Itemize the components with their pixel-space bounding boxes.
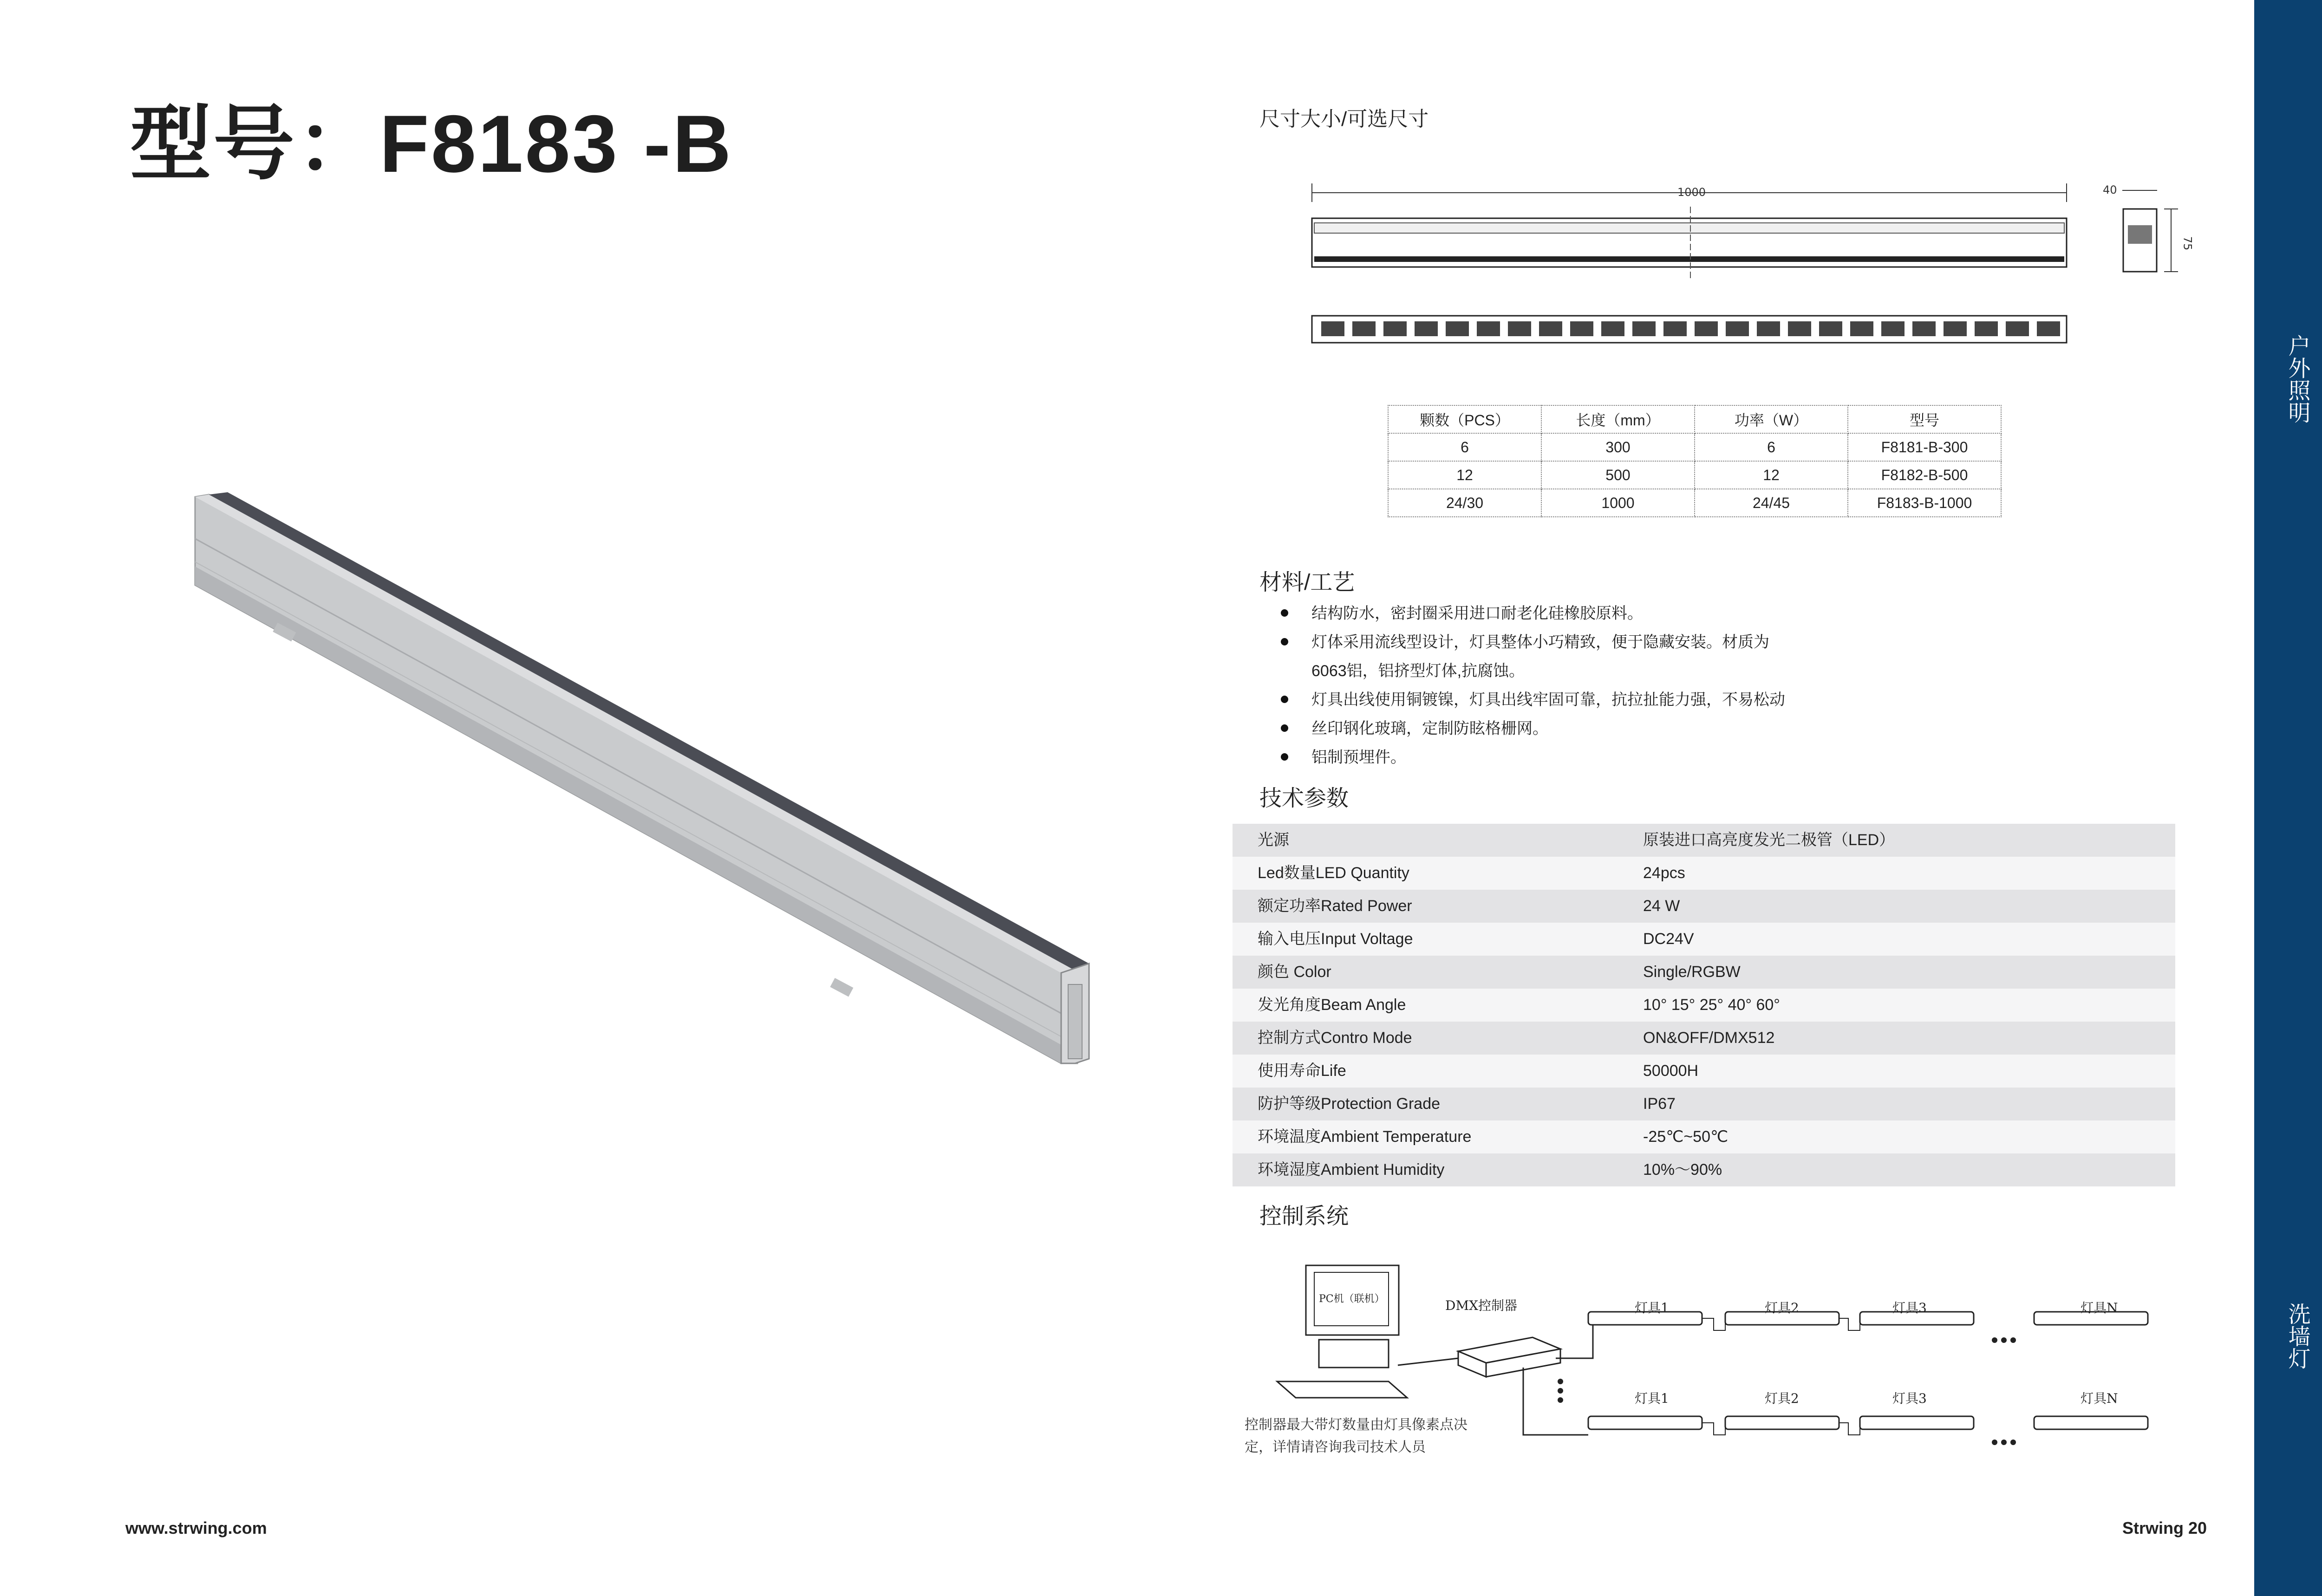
sidebar-category-outdoor: 户外照明 bbox=[2285, 334, 2309, 423]
table-cell: 1000 bbox=[1541, 489, 1695, 517]
tech-spec-table bbox=[1233, 824, 2175, 1186]
table-cell: 500 bbox=[1541, 461, 1695, 489]
bullet-icon bbox=[1281, 753, 1288, 761]
table-row: 颜色 Color Single/RGBW bbox=[1233, 956, 2175, 989]
length-dimension-label: 1000 bbox=[1677, 186, 1706, 199]
fixture-label: 灯具2 bbox=[1765, 1391, 1799, 1406]
fixture-label: 灯具3 bbox=[1892, 1300, 1927, 1316]
table-cell: 6 bbox=[1695, 433, 1848, 461]
table-cell: F8182-B-500 bbox=[1848, 461, 2001, 489]
fixture-label: 灯具N bbox=[2081, 1391, 2118, 1406]
table-row: 输入电压Input Voltage DC24V bbox=[1233, 923, 2175, 956]
sidebar-category-wallwasher: 洗墙灯 bbox=[2285, 1303, 2309, 1369]
table-header-cell: 颗数（PCS） bbox=[1388, 405, 1541, 433]
fixture-label: 灯具N bbox=[2081, 1300, 2118, 1316]
table-row: 使用寿命Life 50000H bbox=[1233, 1055, 2175, 1088]
table-cell: 24/45 bbox=[1695, 489, 1848, 517]
table-header-cell: 功率（W） bbox=[1695, 405, 1848, 433]
table-row: 环境温度Ambient Temperature -25℃~50℃ bbox=[1233, 1120, 2175, 1153]
width-dimension-label: 40 bbox=[2103, 183, 2117, 196]
table-row bbox=[1388, 489, 2001, 517]
table-row: 控制方式Contro Mode ON&OFF/DMX512 bbox=[1233, 1022, 2175, 1055]
dimensions-heading: 尺寸大小/可选尺寸 bbox=[1259, 108, 1429, 130]
list-item: 灯具出线使用铜镀镍，灯具出线牢固可靠，抗拉扯能力强，不易松动 bbox=[1272, 685, 1923, 714]
bullet-icon bbox=[1281, 609, 1288, 617]
fixture-label: 灯具1 bbox=[1635, 1391, 1669, 1406]
product-image bbox=[176, 474, 1096, 1077]
dmx-controller-label: DMX控制器 bbox=[1445, 1298, 1518, 1313]
table-header-cell: 型号 bbox=[1848, 405, 2001, 433]
table-cell: F8181-B-300 bbox=[1848, 433, 2001, 461]
table-header-row bbox=[1388, 405, 2001, 433]
bullet-icon bbox=[1281, 724, 1288, 732]
table-cell: 12 bbox=[1388, 461, 1541, 489]
table-cell: 12 bbox=[1695, 461, 1848, 489]
bullet-icon bbox=[1281, 696, 1288, 703]
control-note: 控制器最大带灯数量由灯具像素点决 定，详情请咨询我司技术人员 bbox=[1245, 1417, 1468, 1455]
sizes-table bbox=[1388, 405, 2002, 517]
materials-list bbox=[1272, 599, 1923, 772]
table-row: 环境湿度Ambient Humidity 10%～90% bbox=[1233, 1153, 2175, 1186]
height-dimension-label: 75 bbox=[2181, 236, 2194, 251]
materials-heading: 材料/工艺 bbox=[1259, 570, 1355, 595]
table-cell: F8183-B-1000 bbox=[1848, 489, 2001, 517]
table-row: 额定功率Rated Power 24 W bbox=[1233, 890, 2175, 923]
table-row: 防护等级Protection Grade IP67 bbox=[1233, 1088, 2175, 1120]
table-row: Led数量LED Quantity 24pcs bbox=[1233, 857, 2175, 890]
table-cell: 300 bbox=[1541, 433, 1695, 461]
list-item: 铝制预埋件。 bbox=[1272, 743, 1923, 772]
tech-heading: 技术参数 bbox=[1259, 786, 1349, 811]
table-header-cell: 长度（mm） bbox=[1541, 405, 1695, 433]
table-row: 光源 原装进口高亮度发光二极管（LED） bbox=[1233, 824, 2175, 857]
table-row bbox=[1388, 433, 2001, 461]
dimension-drawing bbox=[1310, 181, 2201, 358]
list-item: 结构防水，密封圈采用进口耐老化硅橡胶原料。 bbox=[1272, 599, 1923, 628]
bullet-icon bbox=[1281, 638, 1288, 645]
list-item: 灯体采用流线型设计，灯具整体小巧精致，便于隐藏安装。材质为 bbox=[1272, 628, 1923, 657]
fixture-label: 灯具2 bbox=[1765, 1300, 1799, 1316]
list-item: 丝印钢化玻璃，定制防眩格栅网。 bbox=[1272, 714, 1923, 743]
pc-label: PC机（联机） bbox=[1319, 1293, 1385, 1305]
footer-website: www.strwing.com bbox=[125, 1518, 267, 1537]
table-row: 发光角度Beam Angle 10° 15° 25° 40° 60° bbox=[1233, 989, 2175, 1022]
sidebar bbox=[2254, 0, 2322, 1596]
footer-page-number: Strwing 20 bbox=[2122, 1518, 2207, 1537]
fixture-label: 灯具3 bbox=[1892, 1391, 1927, 1406]
model-title: 型号：F8183 -B bbox=[130, 99, 733, 189]
list-item-continuation: 6063铝，铝挤型灯体,抗腐蚀。 bbox=[1311, 662, 1525, 680]
fixture-label: 灯具1 bbox=[1635, 1300, 1669, 1316]
table-cell: 24/30 bbox=[1388, 489, 1541, 517]
control-heading: 控制系统 bbox=[1259, 1204, 1349, 1229]
table-cell: 6 bbox=[1388, 433, 1541, 461]
table-row bbox=[1388, 461, 2001, 489]
